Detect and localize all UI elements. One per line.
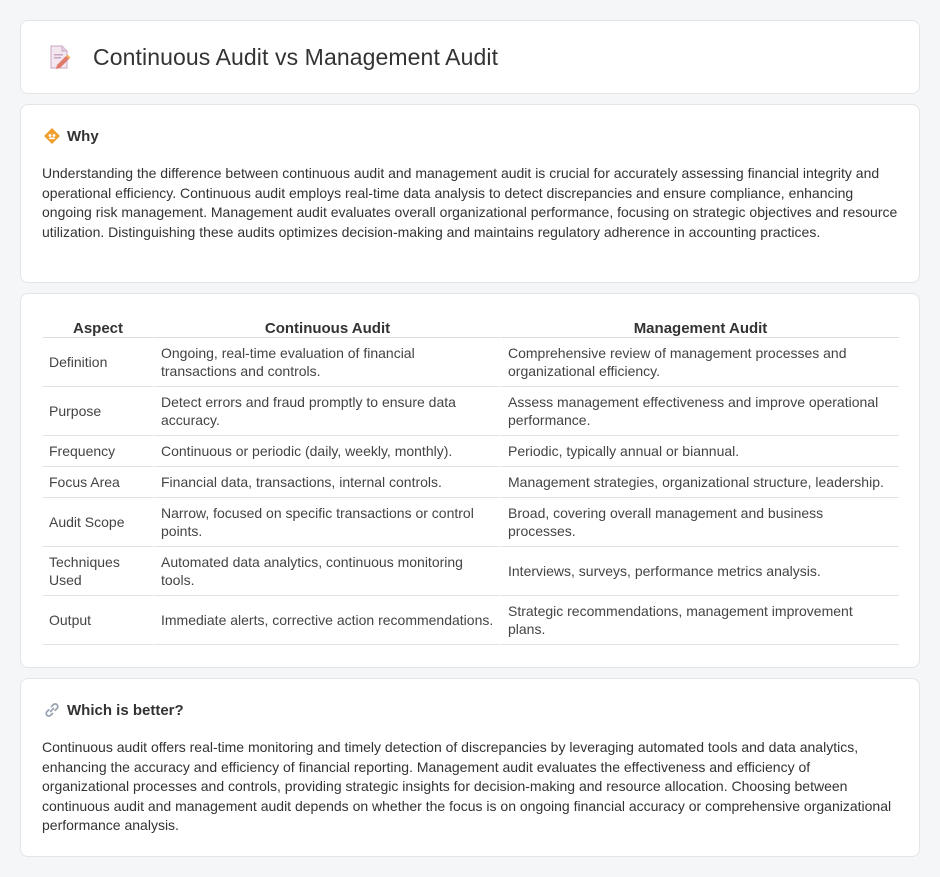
table-row — [43, 387, 899, 436]
row-management: Assess management effectiveness and improve operational performance. — [500, 387, 899, 436]
row-continuous: Financial data, transactions, internal controls. — [153, 467, 500, 498]
row-continuous: Detect errors and fraud promptly to ensure data accuracy. — [153, 387, 500, 436]
table-row — [43, 467, 899, 498]
page-title: Continuous Audit vs Management Audit — [93, 43, 499, 70]
table-row — [43, 596, 899, 645]
header-management-audit: Management Audit — [500, 316, 899, 338]
why-title: Why — [67, 127, 99, 145]
why-body: Understanding the difference between continuous audit and management audit is crucial for accurately assessing financial integrity and operational efficiency. Continuous audit employs real-time data analysis to detect discrepancies and ensure compliance, enhancing ongoing risk management. Management audit evaluates overall organizational performance, focusing on strategic objectives and resource utilization. Distinguishing these audits optimizes decision-making and maintains regulatory adherence in accounting practices. — [42, 165, 898, 240]
link-icon — [43, 701, 61, 719]
header-aspect: Aspect — [43, 316, 153, 338]
row-aspect: Focus Area — [43, 467, 153, 498]
header-continuous-audit: Continuous Audit — [153, 316, 500, 338]
row-management: Periodic, typically annual or biannual. — [500, 436, 899, 467]
row-aspect: Frequency — [43, 436, 153, 467]
row-aspect: Purpose — [43, 387, 153, 436]
diamond-warning-icon — [43, 127, 61, 145]
which-is-better-section — [20, 678, 920, 857]
which-is-better-body: Continuous audit offers real-time monitoring and timely detection of discrepancies by leveraging automated tools and data analytics, enhancing the accuracy and efficiency of financial reporting. Management audit evaluates the effectiveness and efficiency of organizational processes and controls, providing strategic insights for decision-making and resource allocation. Choosing between continuous audit and management audit depends on whether the focus is on ongoing financial accuracy or comprehensive organizational performance analysis. — [42, 739, 892, 834]
row-management: Broad, covering overall management and business processes. — [500, 498, 899, 547]
comparison-card — [20, 293, 920, 668]
row-management: Comprehensive review of management processes and organizational efficiency. — [500, 338, 899, 387]
document-pencil-icon — [45, 43, 73, 71]
row-aspect: Output — [43, 596, 153, 645]
row-aspect: Definition — [43, 338, 153, 387]
row-aspect: Audit Scope — [43, 498, 153, 547]
row-continuous: Narrow, focused on specific transactions or control points. — [153, 498, 500, 547]
row-management: Interviews, surveys, performance metrics analysis. — [500, 547, 899, 596]
table-row — [43, 547, 899, 596]
row-continuous: Ongoing, real-time evaluation of financial transactions and controls. — [153, 338, 500, 387]
row-continuous: Automated data analytics, continuous monitoring tools. — [153, 547, 500, 596]
title-card — [20, 20, 920, 94]
comparison-table — [43, 316, 899, 645]
which-is-better-title: Which is better? — [67, 701, 184, 719]
row-continuous: Immediate alerts, corrective action recommendations. — [153, 596, 500, 645]
row-aspect: Techniques Used — [43, 547, 153, 596]
row-management: Strategic recommendations, management improvement plans. — [500, 596, 899, 645]
why-section — [20, 104, 920, 283]
table-header-row — [43, 316, 899, 338]
row-continuous: Continuous or periodic (daily, weekly, monthly). — [153, 436, 500, 467]
table-row — [43, 498, 899, 547]
table-row — [43, 436, 899, 467]
row-management: Management strategies, organizational structure, leadership. — [500, 467, 899, 498]
table-row — [43, 338, 899, 387]
